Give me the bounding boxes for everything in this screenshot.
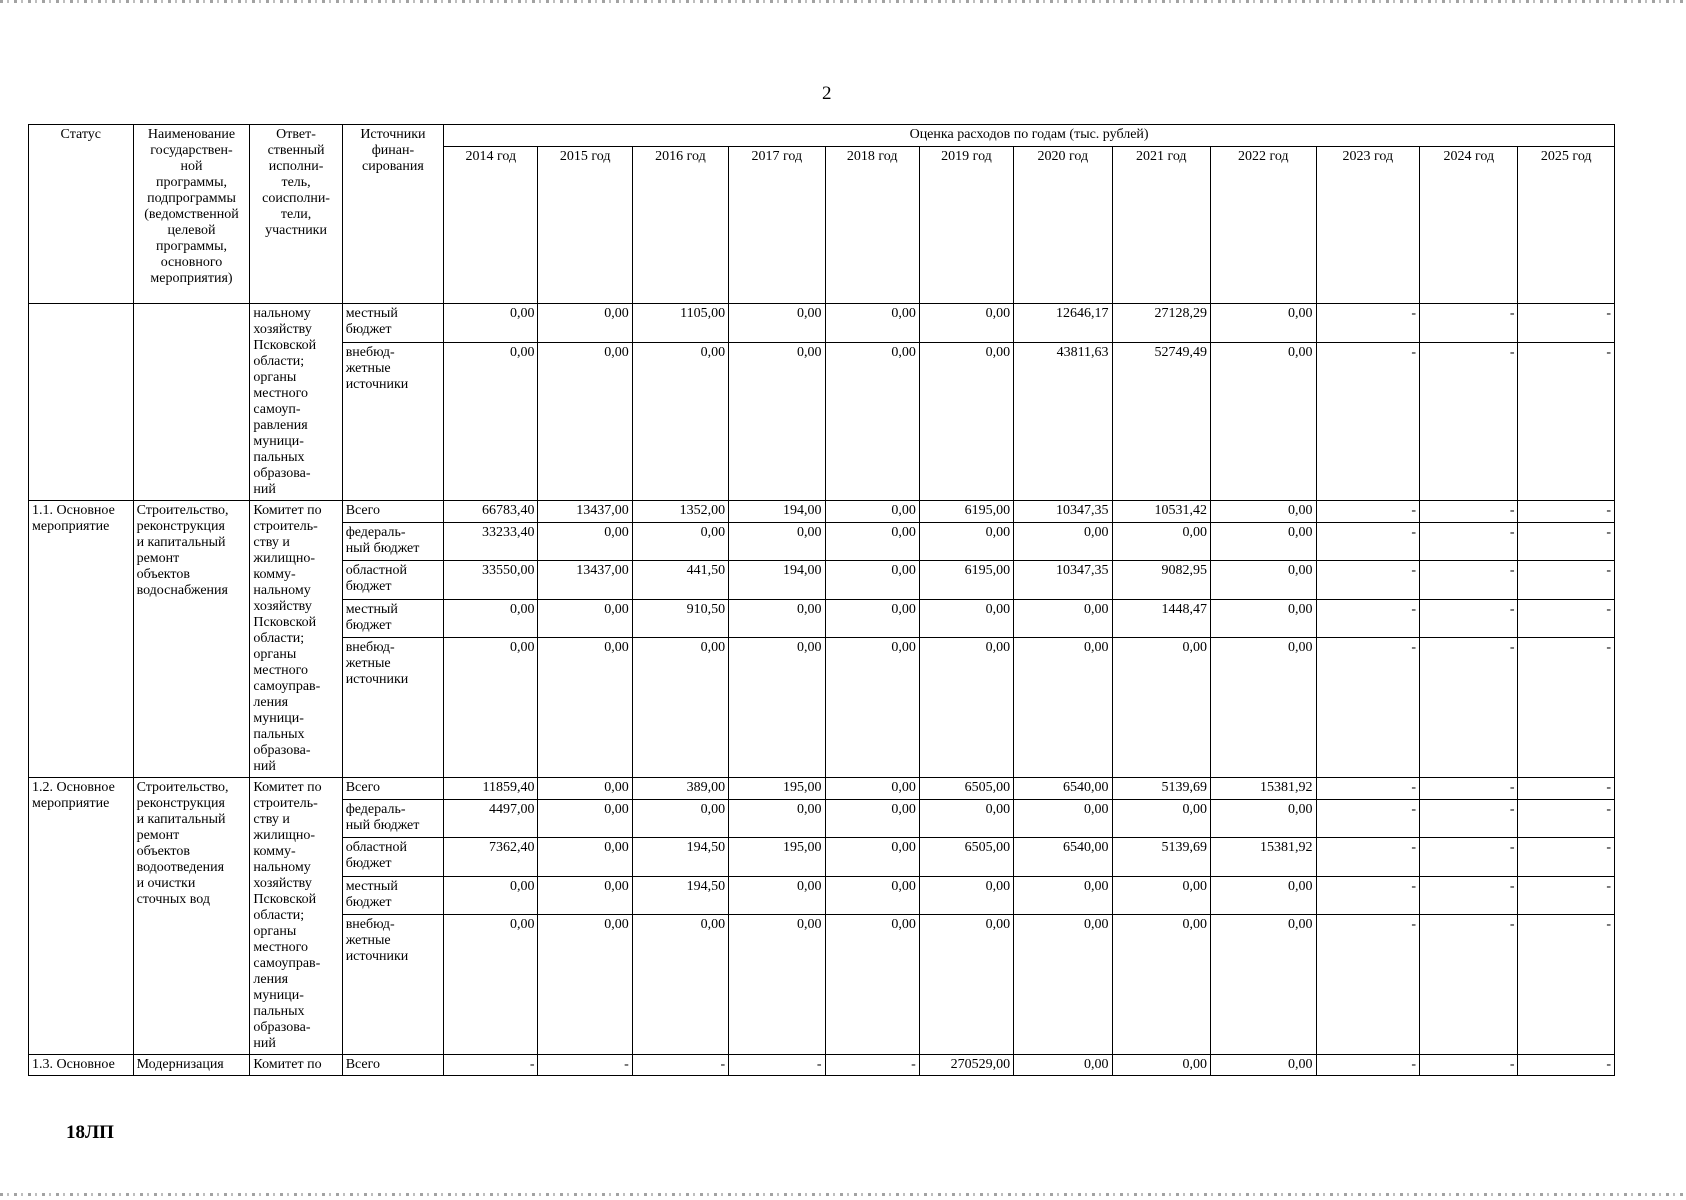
- header-year: 2015 год: [538, 147, 632, 304]
- value-cell: 194,00: [729, 501, 825, 523]
- value-cell: 0,00: [729, 343, 825, 501]
- value-cell: 194,00: [729, 561, 825, 600]
- value-cell: 0,00: [538, 799, 632, 838]
- value-cell: 4497,00: [444, 799, 538, 838]
- value-cell: 0,00: [825, 638, 919, 778]
- value-cell: 0,00: [729, 304, 825, 343]
- value-cell: 0,00: [1210, 599, 1316, 638]
- value-cell: 0,00: [919, 522, 1013, 561]
- value-cell: 6195,00: [919, 561, 1013, 600]
- value-cell: 0,00: [729, 638, 825, 778]
- value-cell: -: [1420, 799, 1518, 838]
- value-cell: -: [1316, 343, 1420, 501]
- value-cell: 0,00: [825, 304, 919, 343]
- value-cell: 0,00: [1112, 522, 1210, 561]
- table-body: [29, 304, 1615, 1076]
- header-program-name: Наименование государствен- ной программы, подпрограммы (ведомственной целевой программы, основного мероприятия): [133, 125, 250, 304]
- value-cell: 195,00: [729, 778, 825, 800]
- value-cell: 0,00: [919, 876, 1013, 915]
- value-cell: 0,00: [538, 304, 632, 343]
- table-row: [29, 304, 1615, 343]
- value-cell: 0,00: [1210, 304, 1316, 343]
- funding-source-cell: областной бюджет: [342, 561, 443, 600]
- document-code: 18ЛП: [66, 1122, 114, 1143]
- funding-source-cell: местный бюджет: [342, 599, 443, 638]
- value-cell: -: [538, 1055, 632, 1076]
- value-cell: 0,00: [825, 501, 919, 523]
- value-cell: -: [1316, 915, 1420, 1055]
- value-cell: -: [1316, 599, 1420, 638]
- value-cell: 12646,17: [1014, 304, 1112, 343]
- responsible-cell: нальному хозяйству Псковской области; органы местного самоуп- равления муници- пальных образова- ний: [250, 304, 342, 501]
- status-cell: [29, 304, 134, 501]
- value-cell: 6540,00: [1014, 778, 1112, 800]
- value-cell: -: [1420, 522, 1518, 561]
- value-cell: -: [1420, 561, 1518, 600]
- value-cell: -: [729, 1055, 825, 1076]
- value-cell: -: [1420, 638, 1518, 778]
- value-cell: 0,00: [1210, 1055, 1316, 1076]
- value-cell: -: [1518, 522, 1615, 561]
- funding-source-cell: внебюд- жетные источники: [342, 915, 443, 1055]
- table-row: [29, 778, 1615, 800]
- value-cell: 0,00: [1112, 876, 1210, 915]
- value-cell: -: [1518, 915, 1615, 1055]
- value-cell: 6505,00: [919, 838, 1013, 877]
- value-cell: -: [632, 1055, 728, 1076]
- value-cell: 10347,35: [1014, 561, 1112, 600]
- value-cell: 0,00: [1112, 638, 1210, 778]
- value-cell: 0,00: [1014, 638, 1112, 778]
- header-year: 2014 год: [444, 147, 538, 304]
- value-cell: 6505,00: [919, 778, 1013, 800]
- value-cell: 0,00: [919, 799, 1013, 838]
- funding-source-cell: местный бюджет: [342, 304, 443, 343]
- value-cell: 195,00: [729, 838, 825, 877]
- funding-source-cell: Всего: [342, 778, 443, 800]
- program-name-cell: Строительство, реконструкция и капитальный ремонт объектов водоснабжения: [133, 501, 250, 778]
- funding-source-cell: местный бюджет: [342, 876, 443, 915]
- value-cell: 15381,92: [1210, 778, 1316, 800]
- value-cell: 441,50: [632, 561, 728, 600]
- value-cell: 910,50: [632, 599, 728, 638]
- value-cell: 9082,95: [1112, 561, 1210, 600]
- value-cell: -: [1518, 778, 1615, 800]
- header-year: 2020 год: [1014, 147, 1112, 304]
- responsible-cell: Комитет по строитель- ству и жилищно- комму- нальному хозяйству Псковской области; органы местного самоуправ- ления муници- пальных образова- ний: [250, 778, 342, 1055]
- value-cell: 0,00: [538, 838, 632, 877]
- value-cell: 13437,00: [538, 561, 632, 600]
- program-name-cell: [133, 304, 250, 501]
- value-cell: -: [1518, 343, 1615, 501]
- value-cell: 270529,00: [919, 1055, 1013, 1076]
- value-cell: 52749,49: [1112, 343, 1210, 501]
- value-cell: 0,00: [729, 915, 825, 1055]
- value-cell: -: [1518, 838, 1615, 877]
- value-cell: -: [1518, 501, 1615, 523]
- value-cell: -: [1518, 876, 1615, 915]
- value-cell: 0,00: [538, 522, 632, 561]
- value-cell: 15381,92: [1210, 838, 1316, 877]
- value-cell: -: [1316, 778, 1420, 800]
- value-cell: 0,00: [825, 838, 919, 877]
- value-cell: 0,00: [1210, 522, 1316, 561]
- value-cell: 0,00: [919, 343, 1013, 501]
- value-cell: 194,50: [632, 838, 728, 877]
- value-cell: 0,00: [1014, 915, 1112, 1055]
- value-cell: 6540,00: [1014, 838, 1112, 877]
- value-cell: -: [1316, 799, 1420, 838]
- table-row: [29, 1055, 1615, 1076]
- value-cell: 0,00: [632, 638, 728, 778]
- value-cell: 0,00: [729, 599, 825, 638]
- value-cell: 27128,29: [1112, 304, 1210, 343]
- value-cell: 0,00: [1014, 599, 1112, 638]
- funding-source-cell: Всего: [342, 501, 443, 523]
- value-cell: 0,00: [919, 638, 1013, 778]
- value-cell: 5139,69: [1112, 778, 1210, 800]
- value-cell: -: [1518, 561, 1615, 600]
- value-cell: 0,00: [444, 304, 538, 343]
- value-cell: 0,00: [825, 876, 919, 915]
- value-cell: 194,50: [632, 876, 728, 915]
- value-cell: 0,00: [1210, 915, 1316, 1055]
- value-cell: -: [1420, 304, 1518, 343]
- value-cell: 13437,00: [538, 501, 632, 523]
- header-status: Статус: [29, 125, 134, 304]
- value-cell: 0,00: [919, 599, 1013, 638]
- value-cell: 0,00: [919, 915, 1013, 1055]
- value-cell: 0,00: [444, 638, 538, 778]
- value-cell: -: [825, 1055, 919, 1076]
- value-cell: 6195,00: [919, 501, 1013, 523]
- value-cell: 0,00: [825, 778, 919, 800]
- program-name-cell: Строительство, реконструкция и капитальный ремонт объектов водоотведения и очистки сточных вод: [133, 778, 250, 1055]
- value-cell: 0,00: [729, 799, 825, 838]
- table-row: [29, 501, 1615, 523]
- value-cell: -: [1518, 599, 1615, 638]
- status-cell: 1.1. Основное мероприятие: [29, 501, 134, 778]
- expenditure-table: [28, 124, 1615, 1076]
- value-cell: 0,00: [825, 561, 919, 600]
- value-cell: -: [444, 1055, 538, 1076]
- value-cell: -: [1518, 799, 1615, 838]
- value-cell: -: [1420, 599, 1518, 638]
- value-cell: -: [1420, 501, 1518, 523]
- program-name-cell: Модернизация: [133, 1055, 250, 1076]
- value-cell: 0,00: [538, 599, 632, 638]
- value-cell: 5139,69: [1112, 838, 1210, 877]
- value-cell: 0,00: [825, 522, 919, 561]
- value-cell: 0,00: [825, 343, 919, 501]
- value-cell: 0,00: [729, 876, 825, 915]
- header-responsible: Ответ- ственный исполни- тель, соисполни- тели, участники: [250, 125, 342, 304]
- value-cell: 0,00: [444, 876, 538, 915]
- value-cell: 0,00: [1112, 1055, 1210, 1076]
- value-cell: 33233,40: [444, 522, 538, 561]
- value-cell: 0,00: [632, 522, 728, 561]
- value-cell: 0,00: [1014, 522, 1112, 561]
- value-cell: 0,00: [825, 915, 919, 1055]
- value-cell: 1448,47: [1112, 599, 1210, 638]
- value-cell: 0,00: [1210, 343, 1316, 501]
- value-cell: 0,00: [1210, 501, 1316, 523]
- value-cell: 0,00: [1014, 876, 1112, 915]
- scan-edge-bottom: [0, 1193, 1686, 1196]
- value-cell: -: [1316, 838, 1420, 877]
- responsible-cell: Комитет по: [250, 1055, 342, 1076]
- value-cell: 0,00: [444, 915, 538, 1055]
- value-cell: 0,00: [444, 343, 538, 501]
- header-funding-sources: Источники финан- сирования: [342, 125, 443, 304]
- value-cell: 33550,00: [444, 561, 538, 600]
- value-cell: 0,00: [1210, 799, 1316, 838]
- header-year: 2025 год: [1518, 147, 1615, 304]
- funding-source-cell: федераль- ный бюджет: [342, 522, 443, 561]
- value-cell: 0,00: [1210, 638, 1316, 778]
- value-cell: 10347,35: [1014, 501, 1112, 523]
- value-cell: 0,00: [1112, 915, 1210, 1055]
- value-cell: -: [1420, 915, 1518, 1055]
- value-cell: -: [1420, 1055, 1518, 1076]
- header-year: 2016 год: [632, 147, 728, 304]
- value-cell: -: [1316, 1055, 1420, 1076]
- value-cell: -: [1316, 561, 1420, 600]
- value-cell: -: [1518, 638, 1615, 778]
- status-cell: 1.3. Основное: [29, 1055, 134, 1076]
- value-cell: 0,00: [538, 778, 632, 800]
- value-cell: 0,00: [1014, 799, 1112, 838]
- value-cell: 0,00: [825, 799, 919, 838]
- value-cell: -: [1316, 638, 1420, 778]
- value-cell: 7362,40: [444, 838, 538, 877]
- value-cell: 0,00: [1112, 799, 1210, 838]
- header-year: 2021 год: [1112, 147, 1210, 304]
- funding-source-cell: внебюд- жетные источники: [342, 638, 443, 778]
- value-cell: 0,00: [632, 915, 728, 1055]
- value-cell: -: [1420, 343, 1518, 501]
- value-cell: 0,00: [1210, 876, 1316, 915]
- value-cell: 0,00: [444, 599, 538, 638]
- funding-source-cell: Всего: [342, 1055, 443, 1076]
- value-cell: -: [1316, 304, 1420, 343]
- value-cell: 0,00: [1014, 1055, 1112, 1076]
- value-cell: 0,00: [1210, 561, 1316, 600]
- value-cell: 11859,40: [444, 778, 538, 800]
- value-cell: 10531,42: [1112, 501, 1210, 523]
- value-cell: -: [1420, 838, 1518, 877]
- value-cell: 0,00: [729, 522, 825, 561]
- value-cell: -: [1316, 876, 1420, 915]
- funding-source-cell: областной бюджет: [342, 838, 443, 877]
- funding-source-cell: федераль- ный бюджет: [342, 799, 443, 838]
- value-cell: 0,00: [632, 799, 728, 838]
- value-cell: 0,00: [825, 599, 919, 638]
- value-cell: 43811,63: [1014, 343, 1112, 501]
- value-cell: 0,00: [538, 343, 632, 501]
- funding-source-cell: внебюд- жетные источники: [342, 343, 443, 501]
- value-cell: 66783,40: [444, 501, 538, 523]
- page-number: 2: [822, 83, 832, 104]
- header-expenditure-group: Оценка расходов по годам (тыс. рублей): [444, 125, 1615, 147]
- value-cell: 0,00: [632, 343, 728, 501]
- status-cell: 1.2. Основное мероприятие: [29, 778, 134, 1055]
- value-cell: -: [1518, 304, 1615, 343]
- value-cell: 1352,00: [632, 501, 728, 523]
- value-cell: -: [1420, 778, 1518, 800]
- responsible-cell: Комитет по строитель- ству и жилищно- комму- нальному хозяйству Псковской области; органы местного самоуправ- ления муници- пальных образова- ний: [250, 501, 342, 778]
- header-row-top: [29, 125, 1615, 147]
- header-year: 2019 год: [919, 147, 1013, 304]
- scan-edge-top: [0, 0, 1686, 3]
- value-cell: -: [1316, 522, 1420, 561]
- value-cell: 389,00: [632, 778, 728, 800]
- value-cell: 0,00: [538, 876, 632, 915]
- header-year: 2017 год: [729, 147, 825, 304]
- value-cell: 0,00: [538, 638, 632, 778]
- header-year: 2024 год: [1420, 147, 1518, 304]
- value-cell: 0,00: [919, 304, 1013, 343]
- value-cell: -: [1316, 501, 1420, 523]
- value-cell: 1105,00: [632, 304, 728, 343]
- header-year: 2023 год: [1316, 147, 1420, 304]
- value-cell: -: [1518, 1055, 1615, 1076]
- value-cell: -: [1420, 876, 1518, 915]
- value-cell: 0,00: [538, 915, 632, 1055]
- header-year: 2018 год: [825, 147, 919, 304]
- header-year: 2022 год: [1210, 147, 1316, 304]
